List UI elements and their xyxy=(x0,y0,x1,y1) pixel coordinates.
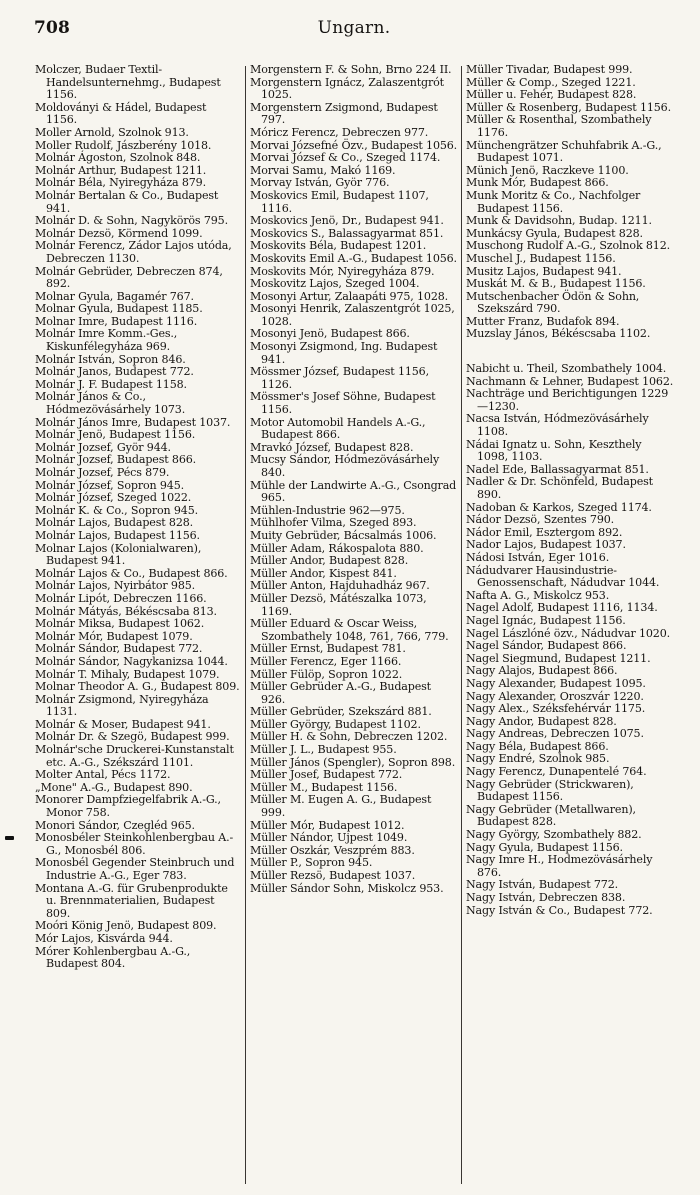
directory-entry: Molnár József, Szeged 1022. xyxy=(35,491,192,505)
column-2 xyxy=(250,64,458,1186)
directory-entry: Nagy Gebrüder (Metallwaren), Budapest 828. xyxy=(466,802,636,829)
directory-entry: Nabicht u. Theil, Szombathely 1004. xyxy=(466,362,667,376)
directory-entry: Müller Anton, Hajduhadház 967. xyxy=(250,579,430,593)
directory-entry: Müller u. Fehér, Budapest 828. xyxy=(466,88,637,102)
directory-entry: Nagy Andreas, Debreczen 1075. xyxy=(466,727,644,741)
directory-entry: Nagel Lászlóné özv., Nádudvar 1020. xyxy=(466,626,670,640)
directory-entry: Nacsa István, Hódmezövásárhely 1108. xyxy=(466,412,649,439)
directory-entry: Mühle der Landwirte A.-G., Csongrad 965. xyxy=(250,478,457,505)
directory-entry: Müller György, Budapest 1102. xyxy=(250,717,421,731)
directory-entry: Nachmann & Lehner, Budapest 1062. xyxy=(466,374,674,388)
directory-entry: Nagy Alajos, Budapest 866. xyxy=(466,664,618,678)
directory-entry: Molnár Lajos, Budapest 828. xyxy=(35,516,194,530)
directory-entry: Molnár Ágoston, Szolnok 848. xyxy=(35,151,201,165)
directory-entry: Monosbéler Steinkohlenbergbau A.-G., Monosbél 806. xyxy=(35,831,234,857)
directory-entry: Müller Gebrüder A.-G., Budapest 926. xyxy=(250,680,431,706)
directory-entry: Nadel Ede, Ballassagyarmat 851. xyxy=(466,462,649,476)
directory-entry: Müller & Rosenthal, Szombathely 1176. xyxy=(466,113,652,139)
page-number: 708 xyxy=(34,18,71,38)
directory-entry: Nadoban & Karkos, Szeged 1174. xyxy=(466,500,652,514)
directory-entry: Morvai Samu, Makó 1169. xyxy=(250,163,396,177)
directory-entry: Moldoványi & Hádel, Budapest 1156. xyxy=(35,100,207,127)
directory-entry: Morgenstern Zsigmond, Budapest 797. xyxy=(250,100,438,127)
directory-entry: Muschel J., Budapest 1156. xyxy=(466,251,616,265)
directory-entry: Molnár Lajos & Co., Budapest 866. xyxy=(35,566,228,580)
directory-entry: Nagel Sándor, Budapest 866. xyxy=(466,639,627,653)
directory-entry: Müller Gebrüder, Szekszárd 881. xyxy=(250,705,432,719)
directory-entry: Nádor Dezsö, Szentes 790. xyxy=(466,513,615,527)
directory-entry: Molnár Jozsef, Budapest 866. xyxy=(35,453,197,467)
directory-entry: Müller Josef, Budapest 772. xyxy=(250,768,403,782)
directory-entry: Muity Gebrüder, Bácsalmás 1006. xyxy=(250,528,437,542)
directory-entry: Müller Mór, Budapest 1012. xyxy=(250,818,405,832)
page-title: Ungarn. xyxy=(317,18,391,38)
directory-entry: Nagel Ignác, Budapest 1156. xyxy=(466,613,626,627)
directory-entry: Müller H. & Sohn, Debreczen 1202. xyxy=(250,730,448,744)
directory-entry: Moskovits Mór, Nyiregyháza 879. xyxy=(250,264,435,278)
directory-entry: Mutter Franz, Budafok 894. xyxy=(466,314,620,328)
directory-entry: Nagy Endré, Szolnok 985. xyxy=(466,752,610,766)
directory-entry: Nagy Imre H., Hodmezövásárhely 876. xyxy=(466,853,653,879)
directory-entry: Molnár Lipót, Debreczen 1166. xyxy=(35,591,207,605)
directory-entry: Molnár'sche Druckerei-Kunstanstalt etc. A.-G., Székszárd 1101. xyxy=(35,743,234,769)
directory-entry: Moskovics Jenö, Dr., Budapest 941. xyxy=(250,214,444,228)
directory-entry: Molnár Mór, Budapest 1079. xyxy=(35,629,193,643)
directory-entry: Molnar Gyula, Budapest 1185. xyxy=(35,302,203,316)
directory-entry: Nádor Emil, Esztergom 892. xyxy=(466,525,623,539)
directory-entry: Molnár Zsigmond, Nyiregyháza 1131. xyxy=(35,692,209,719)
directory-entry: Mutschenbacher Ödön & Sohn, Szekszárd 790. xyxy=(466,289,640,316)
directory-entry: Nagy Alex., Széksfehérvár 1175. xyxy=(466,702,646,716)
directory-entry: Müller Sándor Sohn, Miskolcz 953. xyxy=(250,881,444,895)
directory-entry: Mosonyi Zsigmond, Ing. Budapest 941. xyxy=(250,340,438,366)
directory-entry: Molnár Sándor, Nagykanizsa 1044. xyxy=(35,654,228,668)
directory-entry: Molnár János Imre, Budapest 1037. xyxy=(35,415,231,429)
directory-entry: Molnar Lajos (Kolonialwaren), Budapest 941. xyxy=(35,541,202,568)
directory-entry: Molnár Janos, Budapest 772. xyxy=(35,365,194,379)
directory-entry: Molnár Lajos, Budapest 1156. xyxy=(35,528,200,542)
directory-entry: Morvay István, Györ 776. xyxy=(250,176,390,190)
directory-entry: Molnár Mátyás, Békéscsaba 813. xyxy=(35,604,217,618)
directory-entry: Molczer, Budaer Textil-Handelsunternehmg., Budapest 1156. xyxy=(35,64,221,102)
directory-entry: Muzslay János, Békéscsaba 1102. xyxy=(466,327,651,341)
directory-entry: Monori Sándor, Czegléd 965. xyxy=(35,818,195,832)
directory-entry: Motor Automobil Handels A.-G., Budapest 866. xyxy=(250,415,426,442)
directory-entry: Müller Nándor, Ujpest 1049. xyxy=(250,831,408,845)
page-header xyxy=(34,16,674,44)
column-divider xyxy=(461,66,462,1184)
directory-entry: Moller Rudolf, Jászberény 1018. xyxy=(35,138,212,152)
directory-entry: Molnár István, Sopron 846. xyxy=(35,352,186,366)
directory-entry: Nagy György, Szombathely 882. xyxy=(466,828,642,842)
directory-entry: Mosonyi Jenö, Budapest 866. xyxy=(250,327,410,341)
directory-entry: Münchengrätzer Schuhfabrik A.-G., Budapest 1071. xyxy=(466,138,662,165)
directory-entry: Molnár Bertalan & Co., Budapest 941. xyxy=(35,188,219,215)
directory-entry: Molnár Jozsef, Györ 944. xyxy=(35,440,171,454)
directory-entry: Müller Oszkár, Veszprém 883. xyxy=(250,843,415,857)
directory-entry: Munk & Davidsohn, Budap. 1211. xyxy=(466,214,652,228)
directory-entry: Musitz Lajos, Budapest 941. xyxy=(466,264,622,278)
directory-entry: Molnár Arthur, Budapest 1211. xyxy=(35,163,207,177)
directory-entry: Molnár Dezsö, Körmend 1099. xyxy=(35,226,203,240)
column-divider xyxy=(245,66,246,1184)
entry-list xyxy=(466,64,675,917)
directory-entry: Mórer Kohlenbergbau A.-G., Budapest 804. xyxy=(35,944,191,971)
directory-entry: Molnár Miksa, Budapest 1062. xyxy=(35,617,205,631)
directory-entry: Müller Ferencz, Eger 1166. xyxy=(250,654,402,668)
directory-entry: Münich Jenö, Raczkeve 1100. xyxy=(466,163,629,177)
directory-entry: Nagy Alexander, Oroszvár 1220. xyxy=(466,689,644,703)
directory-entry: Müller P., Sopron 945. xyxy=(250,856,373,870)
directory-entry: Müller Ernst, Budapest 781. xyxy=(250,642,406,656)
directory-entry: Müller M., Budapest 1156. xyxy=(250,780,398,794)
directory-entry: Munk Mór, Budapest 866. xyxy=(466,176,609,190)
margin-mark xyxy=(5,836,14,840)
directory-columns xyxy=(35,64,675,1186)
directory-entry: Mucsy Sándor, Hódmezövásárhely 840. xyxy=(250,453,440,479)
directory-entry: Molnar Theodor A. G., Budapest 809. xyxy=(35,680,240,694)
directory-entry: Morgenstern Ignácz, Zalaszentgrót 1025. xyxy=(250,75,444,102)
directory-entry: Nagy Béla, Budapest 866. xyxy=(466,739,609,753)
directory-entry: Müller & Comp., Szeged 1221. xyxy=(466,75,636,89)
directory-entry: Molnár D. & Sohn, Nagykörös 795. xyxy=(35,214,228,228)
directory-entry: Morgenstern F. & Sohn, Brno 224 II. xyxy=(250,64,452,76)
directory-entry: Müller Adam, Rákospalota 880. xyxy=(250,541,424,555)
directory-entry: Nadler & Dr. Schönfeld, Budapest 890. xyxy=(466,475,653,501)
directory-entry: Mravkó József, Budapest 828. xyxy=(250,440,414,454)
directory-entry: Morvai József & Co., Szeged 1174. xyxy=(250,151,441,165)
directory-entry: Nagy Ferencz, Dunapentelé 764. xyxy=(466,765,647,779)
directory-entry: Molter Antal, Pécs 1172. xyxy=(35,768,171,782)
directory-entry: Nagy István & Co., Budapest 772. xyxy=(466,903,653,917)
directory-entry: Molnár Jenö, Budapest 1156. xyxy=(35,428,196,442)
directory-entry: Mór Lajos, Kisvárda 944. xyxy=(35,931,173,945)
directory-entry: Müller Eduard & Oscar Weiss, Szombathely 1048, 761, 766, 779. xyxy=(250,617,449,643)
directory-entry: Müller Tivadar, Budapest 999. xyxy=(466,64,633,76)
column-3 xyxy=(466,64,675,1186)
directory-entry: Molnár T. Mihaly, Budapest 1079. xyxy=(35,667,220,681)
directory-entry: Nagy Andor, Budapest 828. xyxy=(466,714,617,728)
directory-entry: Müller Fülöp, Sopron 1022. xyxy=(250,667,403,681)
directory-entry: Molnár Imre Komm.-Ges., Kiskunfélegyháza 969. xyxy=(35,327,178,354)
directory-entry: Mühlen-Industrie 962—975. xyxy=(250,503,405,517)
directory-entry: Müller J. L., Budapest 955. xyxy=(250,743,397,757)
directory-entry: Muskát M. & B., Budapest 1156. xyxy=(466,277,646,291)
directory-entry: Molnár János & Co., Hódmezövásárhely 1073. xyxy=(35,390,186,417)
directory-entry: Müller & Rosenberg, Budapest 1156. xyxy=(466,100,671,114)
directory-entry: Nádai Ignatz u. Sohn, Keszthely 1098, 1103. xyxy=(466,437,642,464)
directory-entry: Nachträge und Berichtigungen 1229—1230. xyxy=(466,387,669,413)
directory-entry: Molnar Gyula, Bagamér 767. xyxy=(35,289,194,303)
directory-entry: Nagel Siegmund, Budapest 1211. xyxy=(466,651,651,665)
directory-entry: Munkácsy Gyula, Budapest 828. xyxy=(466,226,643,240)
directory-entry: Monorer Dampfziegelfabrik A.-G., Monor 758. xyxy=(35,793,221,820)
directory-entry: Nagy Gebrüder (Strickwaren), Budapest 1156. xyxy=(466,777,634,804)
directory-entry: Moskovics S., Balassagyarmat 851. xyxy=(250,226,444,240)
directory-entry: Moskovits Emil A.-G., Budapest 1056. xyxy=(250,251,457,265)
directory-entry: Molnár Ferencz, Zádor Lajos utóda, Debreczen 1130. xyxy=(35,239,232,265)
directory-entry: Nádosi István, Eger 1016. xyxy=(466,550,610,564)
directory-entry: Nagy Alexander, Budapest 1095. xyxy=(466,676,646,690)
directory-entry: Moóri König Jenö, Budapest 809. xyxy=(35,919,217,933)
directory-entry: Mosonyi Henrik, Zalaszentgrót 1025, 1028. xyxy=(250,302,455,328)
directory-entry: Müller Rezsö, Budapest 1037. xyxy=(250,869,416,882)
directory-entry: „Mone" A.-G., Budapest 890. xyxy=(35,780,193,794)
directory-entry: Molnár Béla, Nyiregyháza 879. xyxy=(35,176,206,190)
directory-entry: Nagy István, Debreczen 838. xyxy=(466,891,626,904)
directory-entry: Móricz Ferencz, Debreczen 977. xyxy=(250,125,429,139)
directory-entry: Molnár Gebrüder, Debreczen 874, 892. xyxy=(35,264,223,291)
entry-list xyxy=(35,64,240,971)
directory-entry: Molnár Lajos, Nyirbátor 985. xyxy=(35,579,196,593)
directory-entry: Mühlhofer Vilma, Szeged 893. xyxy=(250,516,417,530)
directory-entry: Mössmer's Josef Söhne, Budapest 1156. xyxy=(250,390,436,417)
directory-entry: Müller János (Spengler), Sopron 898. xyxy=(250,755,456,769)
directory-entry: Müller Andor, Budapest 828. xyxy=(250,554,409,568)
directory-entry: Morvai Józsefné Özv., Budapest 1056. xyxy=(250,138,458,152)
directory-entry: Nafta A. G., Miskolcz 953. xyxy=(466,588,610,602)
directory-entry: Müller Andor, Kispest 841. xyxy=(250,566,397,580)
column-1 xyxy=(35,64,240,1186)
directory-entry: Moskovits Béla, Budapest 1201. xyxy=(250,239,427,253)
directory-entry: Nagy István, Budapest 772. xyxy=(466,878,618,892)
directory-entry: Montana A.-G. für Grubenprodukte u. Brennmaterialien, Budapest 809. xyxy=(35,881,228,920)
directory-entry: Monosbél Gegender Steinbruch und Industrie A.-G., Eger 783. xyxy=(35,856,235,882)
directory-entry: Müller M. Eugen A. G., Budapest 999. xyxy=(250,793,432,820)
directory-entry: Molnar Imre, Budapest 1116. xyxy=(35,314,198,328)
directory-entry: Molnár Jozsef, Pécs 879. xyxy=(35,466,170,479)
entry-list xyxy=(250,64,458,895)
directory-entry: Moller Arnold, Szolnok 913. xyxy=(35,125,189,139)
directory-entry: Munk Moritz & Co., Nachfolger Budapest 1156. xyxy=(466,188,641,215)
directory-entry: Nagy Gyula, Budapest 1156. xyxy=(466,840,623,854)
directory-entry: Nádudvarer Hausindustrie-Genossenschaft, Nádudvar 1044. xyxy=(466,563,660,590)
directory-entry: Muschong Rudolf A.-G., Szolnok 812. xyxy=(466,239,670,253)
directory-entry: Molnár Sándor, Budapest 772. xyxy=(35,642,203,656)
directory-entry: Molnár J. F. Budapest 1158. xyxy=(35,377,187,391)
directory-entry: Molnár K. & Co., Sopron 945. xyxy=(35,503,199,517)
directory-entry: Moskovitz Lajos, Szeged 1004. xyxy=(250,277,420,291)
directory-entry: Nador Lajos, Budapest 1037. xyxy=(466,538,626,552)
directory-entry: Mössmer József, Budapest 1156, 1126. xyxy=(250,365,429,391)
directory-entry: Moskovics Emil, Budapest 1107, 1116. xyxy=(250,188,429,215)
directory-entry: Molnár Dr. & Szegö, Budapest 999. xyxy=(35,730,230,744)
directory-entry: Mosonyi Artur, Zalaapáti 975, 1028. xyxy=(250,289,449,303)
directory-entry: Molnár & Moser, Budapest 941. xyxy=(35,717,211,731)
directory-entry: Müller Dezsö, Mátészalka 1073, 1169. xyxy=(250,591,427,618)
directory-entry: Molnár József, Sopron 945. xyxy=(35,478,185,492)
directory-entry: Nagel Adolf, Budapest 1116, 1134. xyxy=(466,601,658,615)
